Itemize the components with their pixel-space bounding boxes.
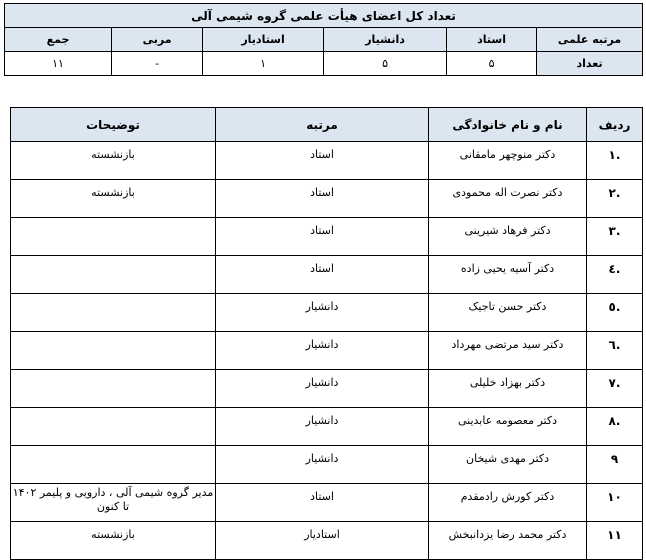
summary-header-label: مرتبه علمی: [537, 28, 643, 52]
header-notes: توضیحات: [11, 108, 216, 142]
table-row: [11, 294, 643, 332]
member-name: دکتر نصرت اله محمودی: [429, 180, 587, 218]
member-notes: بازنشسته: [11, 522, 216, 560]
row-index: ١٠: [587, 484, 643, 522]
faculty-members-table: [10, 107, 643, 560]
member-notes: [11, 370, 216, 408]
member-name: دکتر کورش رادمقدم: [429, 484, 587, 522]
member-notes: بازنشسته: [11, 142, 216, 180]
header-rank: مرتبه: [216, 108, 429, 142]
member-name: دکتر مهدی شیخان: [429, 446, 587, 484]
row-index: ٩: [587, 446, 643, 484]
member-rank: استادیار: [216, 522, 429, 560]
member-name: دکتر فرهاد شیرینی: [429, 218, 587, 256]
member-rank: دانشیار: [216, 408, 429, 446]
member-notes: بازنشسته: [11, 180, 216, 218]
summary-col-assistant: استادیار: [203, 28, 324, 52]
member-rank: دانشیار: [216, 332, 429, 370]
member-notes: [11, 218, 216, 256]
table-row: [11, 332, 643, 370]
table-row: [11, 218, 643, 256]
summary-col-associate: دانشیار: [324, 28, 447, 52]
summary-col-professor: استاد: [447, 28, 537, 52]
summary-val-instructor: -: [112, 52, 203, 76]
member-notes: مدیر گروه شیمی آلی ، دارویی و پلیمر ۱۴۰۲ تا کنون: [11, 484, 216, 522]
member-name: دکتر حسن تاجیک: [429, 294, 587, 332]
row-index: .١: [587, 142, 643, 180]
summary-col-instructor: مربی: [112, 28, 203, 52]
member-name: دکتر سید مرتضی مهرداد: [429, 332, 587, 370]
row-index: .٨: [587, 408, 643, 446]
row-index: .٦: [587, 332, 643, 370]
member-name: دکتر محمد رضا یزدانبخش: [429, 522, 587, 560]
table-row: [11, 522, 643, 560]
member-notes: [11, 256, 216, 294]
row-index: .٤: [587, 256, 643, 294]
member-notes: [11, 446, 216, 484]
table-row: [11, 142, 643, 180]
member-name: دکتر بهزاد خلیلی: [429, 370, 587, 408]
row-index: .٥: [587, 294, 643, 332]
member-rank: استاد: [216, 484, 429, 522]
table-row: [11, 408, 643, 446]
member-rank: استاد: [216, 256, 429, 294]
row-index: .٣: [587, 218, 643, 256]
table-row: [11, 256, 643, 294]
member-name: دکتر آسیه یحیی زاده: [429, 256, 587, 294]
summary-col-total: جمع: [5, 28, 112, 52]
header-index: ردیف: [587, 108, 643, 142]
member-rank: استاد: [216, 180, 429, 218]
member-rank: استاد: [216, 142, 429, 180]
row-index: .٢: [587, 180, 643, 218]
member-rank: دانشیار: [216, 294, 429, 332]
summary-val-professor: ۵: [447, 52, 537, 76]
member-rank: دانشیار: [216, 446, 429, 484]
summary-count-label: تعداد: [537, 52, 643, 76]
header-name: نام و نام خانوادگی: [429, 108, 587, 142]
row-index: .٧: [587, 370, 643, 408]
member-rank: استاد: [216, 218, 429, 256]
member-notes: [11, 294, 216, 332]
table-row: [11, 446, 643, 484]
table-row: [11, 484, 643, 522]
faculty-count-summary-table: [4, 3, 643, 76]
table-row: [11, 180, 643, 218]
summary-title: تعداد کل اعضای هیأت علمی گروه شیمی آلی: [5, 4, 643, 28]
table-row: [11, 370, 643, 408]
member-notes: [11, 408, 216, 446]
row-index: ١١: [587, 522, 643, 560]
member-name: دکتر منوچهر مامقانی: [429, 142, 587, 180]
summary-val-associate: ۵: [324, 52, 447, 76]
member-notes: [11, 332, 216, 370]
summary-val-total: ۱۱: [5, 52, 112, 76]
summary-val-assistant: ۱: [203, 52, 324, 76]
member-rank: دانشیار: [216, 370, 429, 408]
member-name: دکتر معصومه عابدینی: [429, 408, 587, 446]
